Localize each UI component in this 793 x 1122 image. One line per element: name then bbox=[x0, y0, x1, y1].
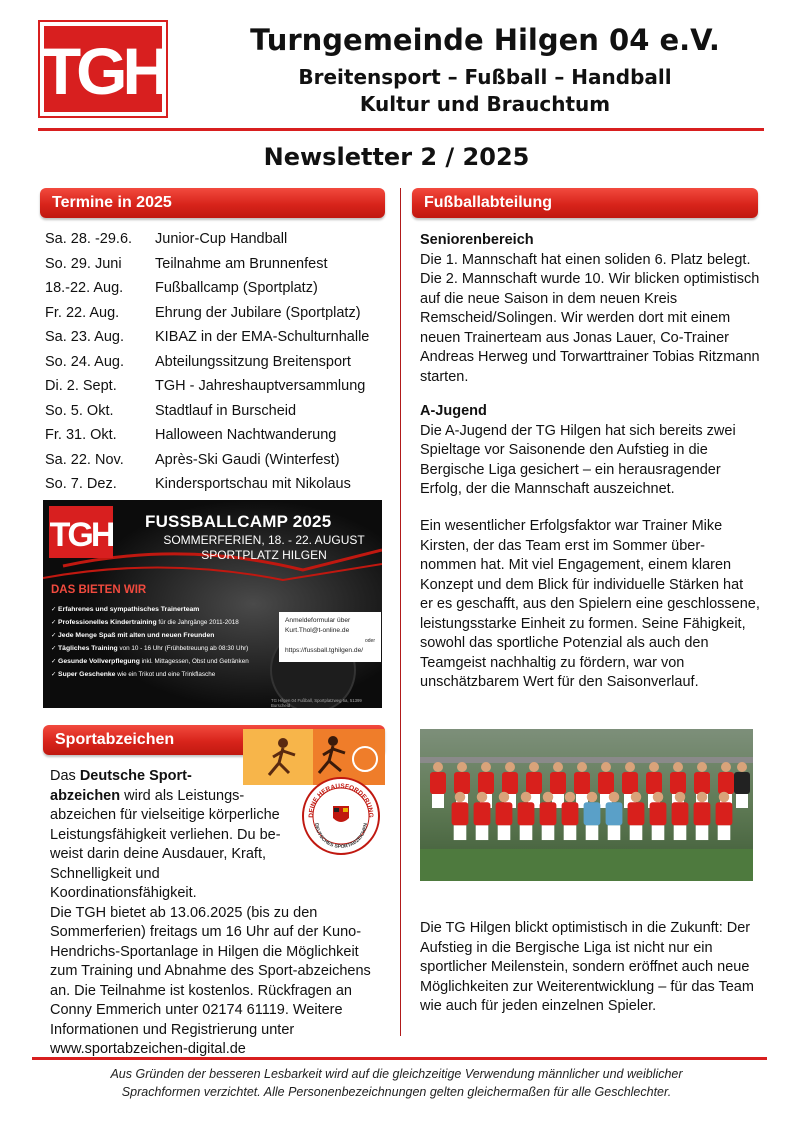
termine-date: So. 7. Dez. bbox=[45, 476, 117, 492]
sport-p1-rest-1: wird als Leistungs- bbox=[120, 787, 245, 804]
termine-row bbox=[45, 227, 369, 252]
header bbox=[190, 22, 780, 118]
player-figure bbox=[478, 772, 494, 794]
player-figure bbox=[718, 825, 731, 840]
player-figure bbox=[673, 762, 683, 772]
player-figure bbox=[454, 772, 470, 794]
camp-form-line-1: Anmeldeformular über bbox=[285, 617, 351, 624]
player-figure bbox=[646, 772, 662, 794]
termine-event: Teilnahme am Brunnenfest bbox=[155, 255, 328, 272]
player-figure bbox=[734, 772, 750, 794]
player-figure bbox=[625, 762, 635, 772]
club-subtitle-1: Breitensport – Fußball – Handball bbox=[298, 65, 672, 89]
player-figure bbox=[529, 762, 539, 772]
player-figure bbox=[601, 762, 611, 772]
player-figure bbox=[433, 762, 443, 772]
a-jugend-section bbox=[420, 402, 760, 500]
player-figure bbox=[526, 772, 542, 794]
player-figure bbox=[718, 772, 734, 794]
termine-row bbox=[45, 276, 369, 301]
player-figure bbox=[455, 792, 466, 803]
termine-event: Fußballcamp (Sportplatz) bbox=[155, 280, 318, 296]
player-figure bbox=[650, 802, 667, 825]
camp-offer-bold: Jede Menge Spaß mit alten und neuen Freunden bbox=[58, 632, 215, 639]
player-figure bbox=[675, 792, 686, 803]
termine-event: Après-Ski Gaudi (Winterfest) bbox=[155, 451, 340, 468]
player-figure bbox=[562, 802, 579, 825]
camp-offer-detail: wie ein Trikot und eine Trinkflasche bbox=[115, 671, 216, 678]
player-figure bbox=[697, 762, 707, 772]
termine-banner: Termine in 2025 bbox=[40, 188, 385, 218]
camp-location: SPORTPLATZ HILGEN bbox=[201, 548, 327, 562]
player-figure bbox=[543, 792, 554, 803]
top-rule bbox=[38, 128, 764, 131]
player-figure bbox=[586, 825, 599, 840]
a-jugend-trainer-text: Ein wesentlicher Erfolgsfaktor war Trainer Mike Kirsten, der das Team erst im Sommer über-nommen hat. Mit viel Engagement, einem klaren Konzept und dem Blick für individuelle Stärken hat er es geschafft, aus den Spielern eine geschlossene, leistungsstarke Einheit zu formen. Seine Fähigkeit, sowohl das sportliche Potenzial als auch den Teamgeist nachhaltig zu fördern, war von unschätzbarem Wert für den Saisonverlauf. bbox=[420, 518, 760, 690]
player-figure bbox=[564, 825, 577, 840]
camp-offer-bold: Erfahrenes und sympathisches Trainerteam bbox=[58, 606, 200, 613]
closing-section bbox=[420, 919, 760, 1017]
player-figure bbox=[653, 792, 664, 803]
team-photo bbox=[420, 729, 753, 881]
termine-date: Di. 2. Sept. bbox=[45, 378, 117, 394]
termine-list bbox=[45, 227, 369, 497]
termine-date: 18.-22. Aug. bbox=[45, 280, 124, 296]
termine-event: Junior-Cup Handball bbox=[155, 231, 288, 247]
camp-offer-item bbox=[51, 603, 291, 616]
senioren-heading: Seniorenbereich bbox=[420, 232, 534, 248]
player-figure bbox=[574, 772, 590, 794]
footnote bbox=[0, 1065, 793, 1101]
termine-row bbox=[45, 252, 369, 277]
player-figure bbox=[674, 825, 687, 840]
camp-offer-item bbox=[51, 655, 291, 668]
termine-event: KIBAZ in der EMA-Schulturnhalle bbox=[155, 329, 370, 345]
check-icon: ✓ bbox=[51, 606, 59, 613]
camp-form-url: https://fussball.tghilgen.de/ bbox=[285, 647, 364, 654]
player-figure bbox=[577, 762, 587, 772]
club-title: Turngemeinde Hilgen 04 e.V. bbox=[250, 23, 720, 57]
termine-event: Abteilungssitzung Breitensport bbox=[155, 353, 351, 370]
player-figure bbox=[430, 772, 446, 794]
termine-row bbox=[45, 374, 369, 399]
termine-date: Sa. 22. Nov. bbox=[45, 451, 124, 468]
camp-offer-bold: Professionelles Kindertraining bbox=[58, 619, 157, 626]
sportabzeichen-paragraph-2: Die TGH bietet ab 13.06.2025 (bis zu den Sommerferien) freitags um 16 Uhr auf der Kuno-Hendrichs-Sportanlage in Hilgen die Möglichkeit zum Training und Abnahme des Sport-abzeichens an. Die Teilnahme ist kostenlos. Rückfragen an Conny Emmerich unter 02174 61119. Weitere Informationen und Registrierung unter www.sportabzeichen-digital.de bbox=[50, 904, 371, 1057]
player-figure bbox=[474, 802, 491, 825]
player-figure bbox=[477, 792, 488, 803]
camp-form-email: Kurt.Thol@t-online.de bbox=[285, 627, 350, 634]
seal-top-text: DEINE HERAUSFORDERUNG bbox=[307, 782, 375, 818]
camp-tgh-logo bbox=[49, 506, 113, 558]
player-figure bbox=[505, 762, 515, 772]
termine-date: Sa. 23. Aug. bbox=[45, 329, 125, 345]
termine-row bbox=[45, 448, 369, 473]
check-icon: ✓ bbox=[51, 632, 59, 639]
a-jugend-trainer-section bbox=[420, 517, 760, 693]
camp-offer-item bbox=[51, 668, 291, 681]
newsletter-title: Newsletter 2 / 2025 bbox=[263, 143, 530, 171]
camp-footer: TG Hilgen 04 Fußball, Sportplatzweg 6a, 51399 Burscheid bbox=[271, 698, 362, 708]
tgh-logo bbox=[38, 20, 168, 118]
camp-offer-detail: von 10 - 16 Uhr (Frühbetreuung ab 08:30 Uhr) bbox=[117, 645, 249, 652]
camp-offer-heading: DAS BIETEN WIR bbox=[51, 584, 147, 596]
player-figure bbox=[476, 825, 489, 840]
camp-offer-bold: Super Geschenke bbox=[58, 671, 116, 678]
player-figure bbox=[694, 772, 710, 794]
sport-p1-bold: Deutsche Sport- bbox=[79, 768, 192, 784]
termine-event: Stadtlauf in Burscheid bbox=[155, 402, 297, 419]
player-figure bbox=[649, 762, 659, 772]
player-figure bbox=[496, 802, 513, 825]
player-figure bbox=[606, 802, 623, 825]
player-figure bbox=[553, 762, 563, 772]
termine-event: Kindersportschau mit Nikolaus bbox=[155, 476, 351, 492]
footnote-line-1: Aus Gründen der besseren Lesbarkeit wird auf die gleichzeitige Verwendung männlicher und weiblicher bbox=[110, 1067, 683, 1081]
camp-subtitle bbox=[139, 533, 382, 563]
player-figure bbox=[520, 825, 533, 840]
player-figure bbox=[498, 825, 511, 840]
termine-date: Fr. 31. Okt. bbox=[45, 427, 117, 443]
camp-dates: SOMMERFERIEN, 18. - 22. AUGUST bbox=[163, 533, 365, 547]
termine-event: Halloween Nachtwanderung bbox=[155, 427, 337, 443]
termine-row bbox=[45, 301, 369, 326]
senioren-text: Die 1. Mannschaft hat einen soliden 6. Platz belegt. Die 2. Mannschaft wurde 10. Wir blicken optimistisch auf die neue Saison in dem neuen Kreis Remscheid/Solingen. Wir werden dort mit einem neuen Trainerteam aus Jonas Lauer, Co-Trainer Andreas Herweg und Torwarttrainer Tobias Ritzmann starten. bbox=[420, 251, 760, 385]
player-figure bbox=[454, 825, 467, 840]
player-figure bbox=[630, 825, 643, 840]
a-jugend-text: Die A-Jugend der TG Hilgen hat sich bereits zwei Spieltage vor Saisonende den Aufstieg in die Bergische Liga gesichert – ein herausragender Erfolg, der die Mannschaft auszeichnet. bbox=[420, 422, 736, 497]
player-figure bbox=[584, 802, 601, 825]
camp-registration-box bbox=[279, 612, 381, 662]
termine-row bbox=[45, 472, 369, 497]
player-figure bbox=[432, 794, 444, 808]
termine-date: So. 24. Aug. bbox=[45, 353, 125, 370]
sport-p1-rest-2: abzeichen für vielseitige körperliche Leistungsfähigkeit verliehen. Du be-weist darin deine Ausdauer, Kraft, Schnelligkeit und Koordinationsfähigkeit. bbox=[50, 807, 281, 901]
a-jugend-heading: A-Jugend bbox=[420, 403, 487, 419]
player-figure bbox=[502, 772, 518, 794]
camp-title: FUSSBALLCAMP 2025 bbox=[145, 512, 332, 531]
sport-p1-bold-2: abzeichen bbox=[50, 787, 121, 804]
player-figure bbox=[622, 772, 638, 794]
column-divider bbox=[400, 188, 401, 1036]
camp-offer-detail: inkl. Mittagessen, Obst und Getränken bbox=[139, 658, 249, 665]
player-figure bbox=[609, 792, 620, 803]
termine-event: TGH - Jahreshauptversammlung bbox=[155, 378, 366, 394]
player-figure bbox=[457, 762, 467, 772]
sportabzeichen-paragraph-1 bbox=[50, 767, 385, 904]
sportabzeichen-banner: Sportabzeichen bbox=[43, 725, 385, 755]
termine-event: Ehrung der Jubilare (Sportplatz) bbox=[155, 304, 361, 321]
player-figure bbox=[550, 772, 566, 794]
check-icon: ✓ bbox=[51, 671, 59, 678]
camp-offer-item bbox=[51, 642, 291, 655]
player-figure bbox=[672, 802, 689, 825]
player-figure bbox=[652, 825, 665, 840]
sport-p1-pre: Das bbox=[50, 768, 80, 784]
player-figure bbox=[716, 802, 733, 825]
termine-row bbox=[45, 325, 369, 350]
player-figure bbox=[736, 794, 748, 808]
termine-row bbox=[45, 350, 369, 375]
player-figure bbox=[499, 792, 510, 803]
termine-date: Sa. 28. -29.6. bbox=[45, 231, 133, 247]
player-figure bbox=[518, 802, 535, 825]
footnote-line-2: Sprachformen verzichtet. Alle Personenbezeichnungen gelten gleichermaßen für alle Geschlechter. bbox=[121, 1085, 672, 1099]
camp-offer-bold: Tägliches Training bbox=[58, 645, 118, 652]
club-subtitle-2: Kultur und Brauchtum bbox=[359, 92, 611, 116]
player-figure bbox=[481, 762, 491, 772]
camp-offer-item bbox=[51, 629, 291, 642]
termine-date: Fr. 22. Aug. bbox=[45, 304, 120, 321]
camp-form-or: oder bbox=[364, 638, 375, 644]
camp-offer-bold: Gesunde Vollverpflegung bbox=[58, 658, 140, 665]
player-figure bbox=[608, 825, 621, 840]
closing-text: Die TG Hilgen blickt optimistisch in die Zukunft: Der Aufstieg in die Bergische Liga ist nicht nur ein sportlicher Meilenstein, sondern eröffnet auch neue Möglichkeiten zur Weiterentwicklung – für das Team wie auch für jeden einzelnen Spieler. bbox=[420, 920, 754, 1014]
player-figure bbox=[670, 772, 686, 794]
camp-offer-detail: für die Jahrgänge 2011-2018 bbox=[156, 619, 239, 626]
fussball-banner: Fußballabteilung bbox=[412, 188, 758, 218]
player-figure bbox=[598, 772, 614, 794]
player-figure bbox=[452, 802, 469, 825]
player-figure bbox=[694, 802, 711, 825]
player-figure bbox=[697, 792, 708, 803]
player-figure bbox=[737, 762, 747, 772]
check-icon: ✓ bbox=[51, 645, 59, 652]
player-figure bbox=[587, 792, 598, 803]
seal-bottom-text: DEUTSCHES SPORTABZEICHEN bbox=[312, 822, 370, 851]
player-figure bbox=[565, 792, 576, 803]
fussballcamp-flyer bbox=[43, 500, 382, 708]
camp-offer-list bbox=[51, 603, 291, 681]
player-figure bbox=[696, 825, 709, 840]
player-figure bbox=[521, 792, 532, 803]
termine-date: So. 5. Okt. bbox=[45, 402, 114, 419]
camp-offer-item bbox=[51, 616, 291, 629]
player-figure bbox=[631, 792, 642, 803]
senioren-section bbox=[420, 231, 760, 387]
sportabzeichen-text bbox=[50, 767, 385, 1060]
player-figure bbox=[540, 802, 557, 825]
termine-date: So. 29. Juni bbox=[45, 255, 122, 272]
check-icon: ✓ bbox=[51, 658, 59, 665]
player-figure bbox=[542, 825, 555, 840]
termine-row bbox=[45, 423, 369, 448]
check-icon: ✓ bbox=[51, 619, 59, 626]
logo-text: TGH bbox=[40, 34, 166, 108]
camp-logo-text: TGH bbox=[49, 516, 113, 554]
player-figure bbox=[721, 762, 731, 772]
player-figure bbox=[628, 802, 645, 825]
player-figure bbox=[719, 792, 730, 803]
termine-row bbox=[45, 399, 369, 424]
bottom-rule bbox=[32, 1057, 767, 1060]
